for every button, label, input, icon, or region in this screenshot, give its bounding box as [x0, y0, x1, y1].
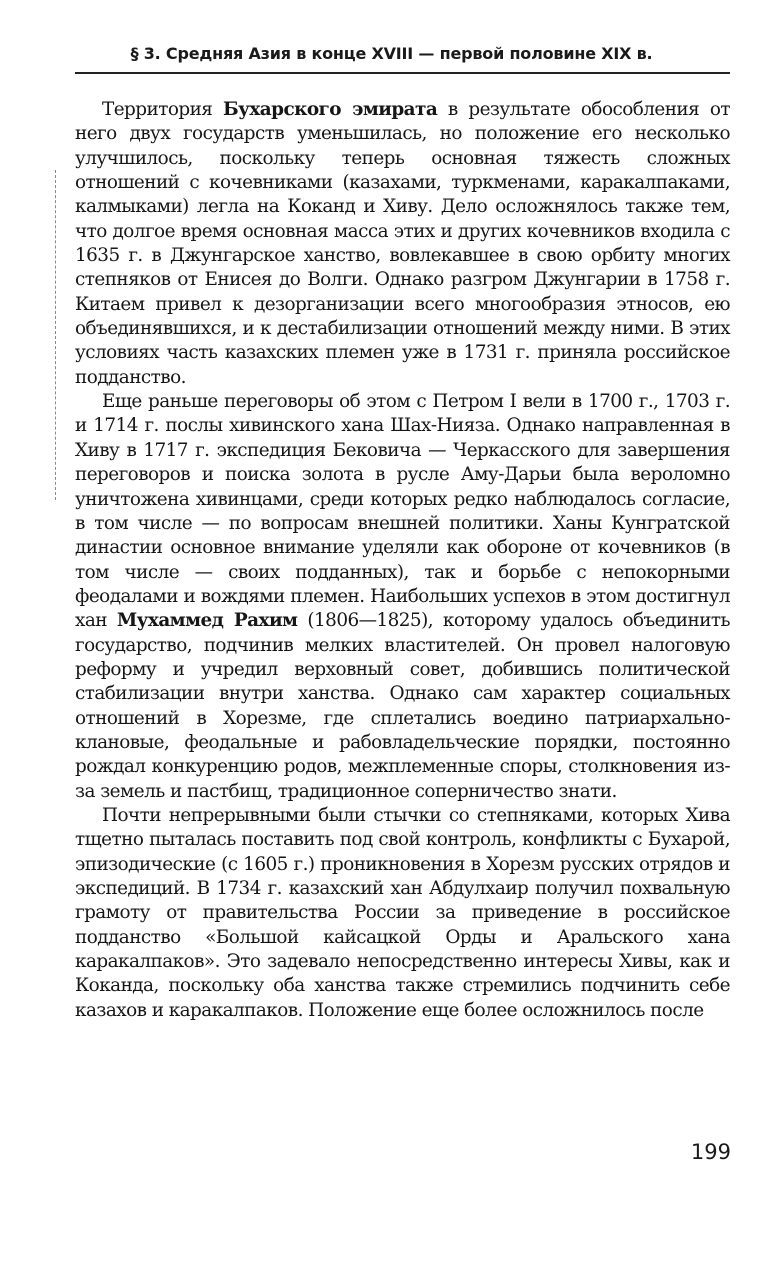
paragraph-2: [75, 390, 730, 804]
header-rule: [75, 72, 730, 74]
paragraph-3-text-a: Почти непрерывными были стычки со степняками, которых Хива тщетно пыталась поставить под свой контроль, конфликты с Бухарой, эпизодические (с 1605 г.) проникновения в Хорезм русских отрядов и экспедиций. В 1734 г. казахский хан Абдулхаир получил похвальную грамоту от правительства России за приведение в российское подданство «Большой кайсацкой Орды и Аральского хана каракалпаков». Это задевало непосредственно интересы Хивы, как и Коканда, поскольку оба ханства также стремились подчинить себе казахов и каракалпаков. Положение еще более осложнилось после: [75, 804, 730, 1021]
term-bukhara-emirate: Бухарского эмирата: [222, 99, 438, 120]
page-number: 199: [690, 1140, 731, 1164]
paragraph-1: [75, 98, 730, 390]
margin-mark: [55, 170, 56, 500]
paragraph-2-text-a: Еще раньше переговоры об этом с Петром I вели в 1700 г., 1703 г. и 1714 г. послы хивинского хана Шах-Нияза. Однако направленная в Хиву в 1717 г. экспедиция Бековича — Черкасского для завершения переговоров и поиска золота в русле Аму-Дарьи была вероломно уничтожена хивинцами, среди которых редко наблюдалось согласие, в том числе — по вопросам внешней политики. Ханы Кунгратской династии основное внимание уделяли как обороне от кочевников (в том числе — своих подданных), так и борьбе с непокорными феодалами и вождями племен. Наибольших успехов в этом достигнул хан: [75, 391, 730, 632]
body-text: [75, 98, 730, 1023]
paragraph-2-text-b: (1806—1825), которому удалось объединить государство, подчинив мелких властителей. Он провел налоговую реформу и учредил верховный совет, добившись политической стабилизации внутри ханства. Однако сам характер социальных отношений в Хорезме, где сплетались воедино патриархально-клановые, феодальные и рабовладельческие порядки, постоянно рождал конкуренцию родов, межплеменные споры, столкновения из-за земель и пастбищ, традиционное соперничество знати.: [75, 610, 730, 802]
paragraph-1-text-b: в результате обособления от него двух государств уменьшилась, но положение его несколько улучшилось, поскольку теперь основная тяжесть сложных отношений с кочевниками (казахами, туркменами, каракалпаками, калмыками) легла на Коканд и Хиву. Дело осложнялось также тем, что долгое время основная масса этих и других кочевников входила с 1635 г. в Джунгарское ханство, вовлекавшее в свою орбиту многих степняков от Енисея до Волги. Однако разгром Джунгарии в 1758 г. Китаем привел к дезорганизации всего многообразия этносов, ею объединявшихся, и к дестабилизации отношений между ними. В этих условиях часть казахских племен уже в 1731 г. приняла российское подданство.: [75, 99, 730, 388]
paragraph-3: [75, 804, 730, 1023]
running-header: § 3. Средняя Азия в конце XVIII — первой половине XIX в.: [130, 44, 653, 63]
paragraph-1-text-a: Территория: [102, 99, 223, 120]
term-muhammad-rahim: Мухаммед Рахим: [116, 610, 298, 632]
